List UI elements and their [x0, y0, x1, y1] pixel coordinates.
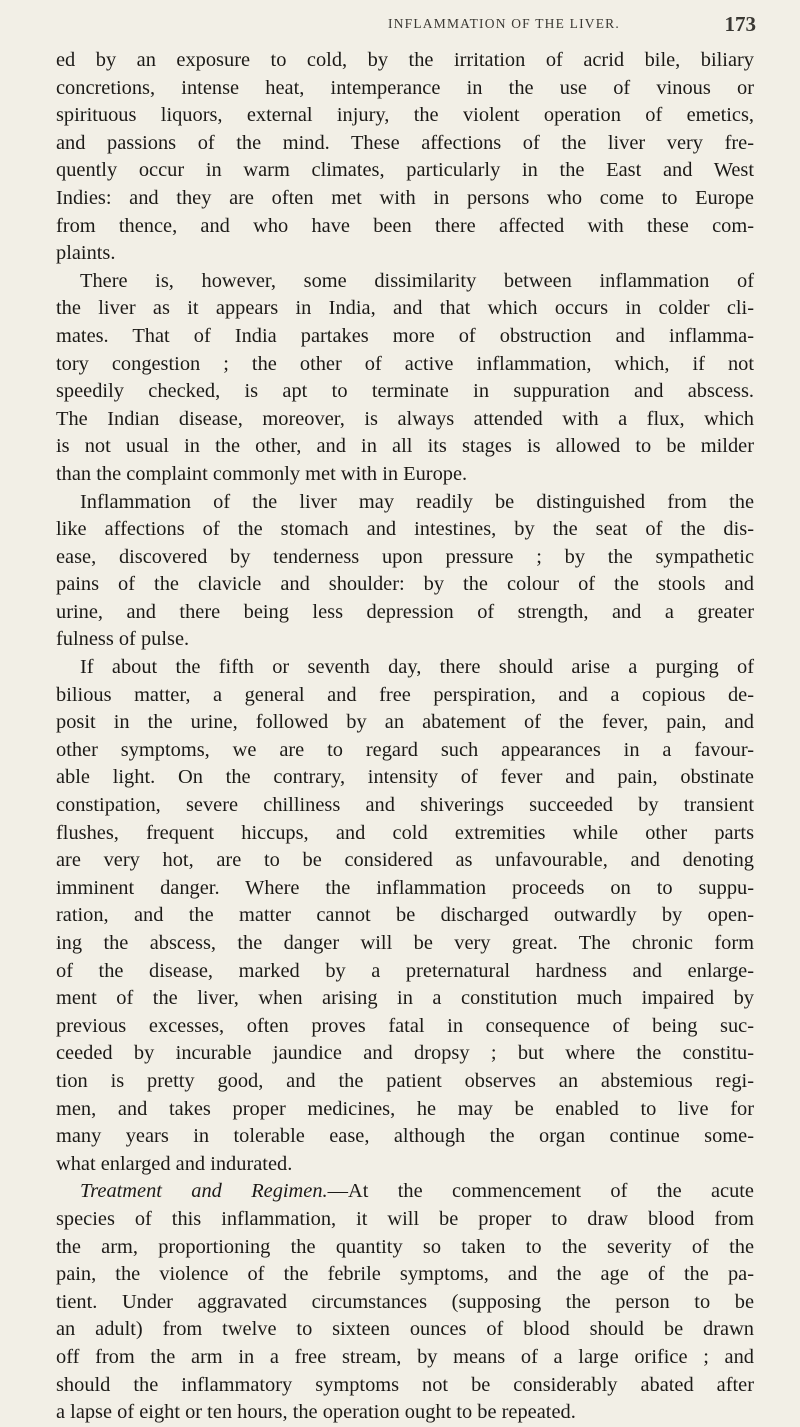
text-line: concretions, intense heat, intemperance in the use of vinous or: [56, 76, 754, 99]
text-line: a lapse of eight or ten hours, the operation ought to be repeated.: [56, 1401, 576, 1424]
text-line: ease, discovered by tenderness upon pressure ; by the sympathetic: [56, 545, 754, 568]
text-line: from thence, and who have been there affected with these com-: [56, 214, 754, 237]
text-line: Inflammation of the liver may readily be distinguished from the: [80, 490, 754, 513]
text-line: tory congestion ; the other of active inflammation, which, if not: [56, 352, 754, 375]
text-line: The Indian disease, moreover, is always attended with a flux, which: [56, 407, 754, 430]
text-line: and passions of the mind. These affections of the liver very fre-: [56, 131, 754, 154]
text-line: ed by an exposure to cold, by the irritation of acrid bile, biliary: [56, 49, 754, 71]
text-line: previous excesses, often proves fatal in consequence of being suc-: [56, 1014, 754, 1037]
text-line: ration, and the matter cannot be discharged outwardly by open-: [56, 904, 754, 927]
text-line: tient. Under aggravated circumstances (supposing the person to be: [56, 1290, 754, 1313]
text-line: pain, the violence of the febrile symptoms, and the age of the pa-: [56, 1263, 754, 1286]
text-line: mates. That of India partakes more of obstruction and inflamma-: [56, 324, 754, 347]
text-line: There is, however, some dissimilarity between inflammation of: [80, 269, 754, 292]
text-line: ing the abscess, the danger will be very great. The chronic form: [56, 932, 754, 954]
text-line: imminent danger. Where the inflammation proceeds on to suppu-: [56, 876, 754, 899]
running-head: [0, 8, 800, 38]
running-title: INFLAMMATION OF THE LIVER.: [388, 16, 620, 31]
text-line: flushes, frequent hiccups, and cold extremities while other parts: [56, 821, 754, 844]
text-line: off from the arm in a free stream, by means of a large orifice ; and: [56, 1345, 754, 1368]
text-line: many years in tolerable ease, although the organ continue some-: [56, 1125, 754, 1148]
text-line: other symptoms, we are to regard such appearances in a favour-: [56, 738, 754, 761]
text-line: ment of the liver, when arising in a constitution much impaired by: [56, 987, 754, 1010]
text-line: of the disease, marked by a preternatural hardness and enlarge-: [56, 959, 754, 982]
text-line: like affections of the stomach and intestines, by the seat of the dis-: [56, 518, 754, 541]
text-line: constipation, severe chilliness and shiverings succeeded by transient: [56, 794, 754, 817]
page-number: 173: [724, 12, 756, 36]
text-line: bilious matter, a general and free perspiration, and a copious de-: [56, 683, 754, 706]
text-line: species of this inflammation, it will be proper to draw blood from: [56, 1207, 754, 1230]
text-line: an adult) from twelve to sixteen ounces of blood should be drawn: [56, 1318, 754, 1341]
text-line: quently occur in warm climates, particularly in the East and West: [56, 159, 754, 182]
text-line: plaints.: [56, 242, 116, 265]
text-line: the arm, proportioning the quantity so taken to the severity of the: [56, 1235, 754, 1258]
text-line: men, and takes proper medicines, he may be enabled to live for: [56, 1097, 754, 1120]
text-line: able light. On the contrary, intensity of fever and pain, obstinate: [56, 766, 754, 789]
text-line: posit in the urine, followed by an abatement of the fever, pain, and: [56, 711, 754, 734]
text-line: urine, and there being less depression of strength, and a greater: [56, 600, 754, 623]
text-line: spirituous liquors, external injury, the violent operation of emetics,: [56, 104, 754, 127]
text-line: pains of the clavicle and shoulder: by the colour of the stools and: [56, 573, 754, 596]
text-line: If about the fifth or seventh day, there should arise a purging of: [80, 656, 754, 679]
text-line: the liver as it appears in India, and that which occurs in colder cli-: [56, 297, 754, 320]
text-line: Treatment and Regimen.—At the commencement of the acute: [80, 1180, 754, 1203]
text-line: than the complaint commonly met with in Europe.: [56, 462, 468, 485]
body-text: [56, 47, 754, 1427]
text-line: speedily checked, is apt to terminate in suppuration and abscess.: [56, 380, 754, 403]
text-line: is not usual in the other, and in all its stages is allowed to be milder: [56, 435, 754, 458]
text-line: are very hot, are to be considered as unfavourable, and denoting: [56, 849, 754, 872]
text-line: ceeded by incurable jaundice and dropsy ; but where the constitu-: [56, 1042, 754, 1065]
text-line: should the inflammatory symptoms not be considerably abated after: [56, 1373, 754, 1396]
text-line: tion is pretty good, and the patient observes an abstemious regi-: [56, 1069, 754, 1092]
section-subhead: Treatment and Regimen.: [80, 1180, 328, 1203]
text-line: what enlarged and indurated.: [56, 1152, 293, 1175]
text-line: fulness of pulse.: [56, 628, 190, 651]
text-line: Indies: and they are often met with in persons who come to Europe: [56, 186, 754, 209]
